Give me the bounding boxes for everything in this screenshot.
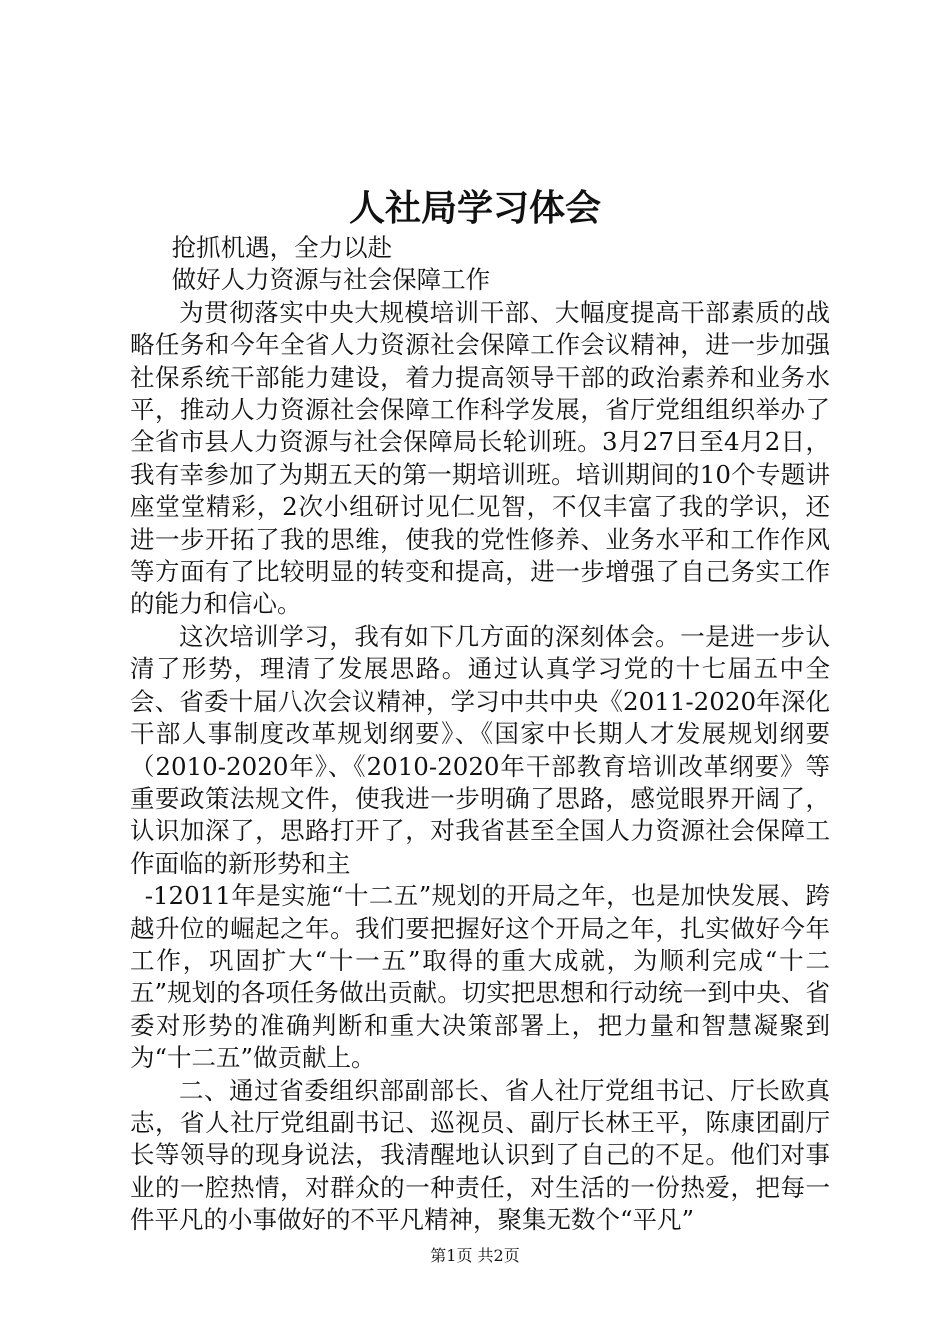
document-title: 人社局学习体会 bbox=[348, 187, 601, 229]
paragraph-1: 为贯彻落实中央大规模培训干部、大幅度提高干部素质的战略任务和今年全省人力资源社会保障工作会议精神，进一步加强社保系统干部能力建设，着力提高领导干部的政治素养和业务水平，推动人力资源社会保障工作科学发展，省厅党组组织举办了全省市县人力资源与社会保障局长轮训班。3月27日至4月2日，我有幸参加了为期五天的第一期培训班。培训期间的10个专题讲座堂堂精彩，2次小组研讨见仁见智，不仅丰富了我的学识，还进一步开拓了我的思维，使我的党性修养、业务水平和工作作风等方面有了比较明显的转变和提高，进一步增强了自己务实工作的能力和信心。 bbox=[130, 297, 830, 619]
paragraph-3: -12011年是实施“十二五”规划的开局之年，也是加快发展、跨越升位的崛起之年。我们要把握好这个开局之年，扎实做好今年工作，巩固扩大“十一五”取得的重大成就，为顺利完成“十二五”规划的各项任务做出贡献。切实把思想和行动统一到中央、省委对形势的准确判断和重大决策部署上，把力量和智慧凝聚到为“十二五”做贡献上。 bbox=[130, 881, 830, 1073]
document-body bbox=[130, 232, 830, 1237]
subtitle-line-2: 做好人力资源与社会保障工作 bbox=[171, 265, 491, 295]
paragraph-2: 这次培训学习，我有如下几方面的深刻体会。一是进一步认清了形势，理清了发展思路。通过认真学习党的十七届五中全会、省委十届八次会议精神，学习中共中央《2011-2020年深化干部人事制度改革规划纲要》、《国家中长期人才发展规划纲要（2010-2020年》、《2010-2020年干部教育培训改革纲要》等重要政策法规文件，使我进一步明确了思路，感觉眼界开阔了，认识加深了，思路打开了，对我省甚至全国人力资源社会保障工作面临的新形势和主 bbox=[130, 621, 830, 878]
paragraph-4: 二、通过省委组织部副部长、省人社厅党组书记、厅长欧真志，省人社厅党组副书记、巡视员、副厅长林王平，陈康团副厅长等领导的现身说法，我清醒地认识到了自己的不足。他们对事业的一腔热情，对群众的一种责任，对生活的一份热爱，把每一件平凡的小事做好的不平凡精神，聚集无数个“平凡” bbox=[130, 1075, 830, 1235]
subtitle-line-1: 抢抓机遇，全力以赴 bbox=[171, 233, 393, 262]
page-footer: 第1页 共2页 bbox=[430, 1246, 520, 1265]
